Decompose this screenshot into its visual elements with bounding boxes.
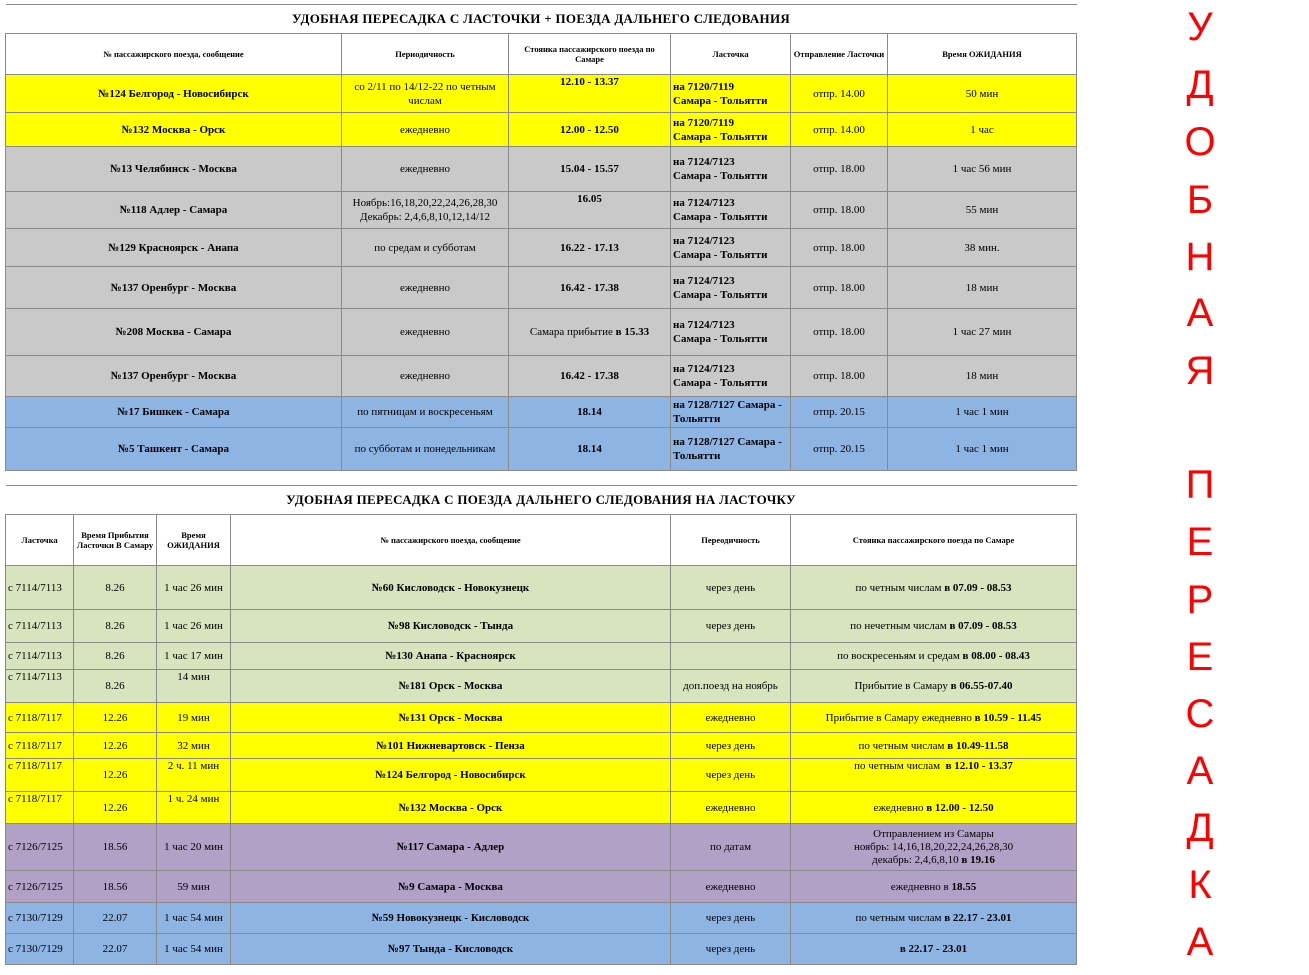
period-cell: по датам — [671, 824, 791, 871]
stop-plain: по воскресеньям и средам — [837, 650, 963, 662]
period-cell — [671, 643, 791, 670]
stop-cell — [791, 824, 1077, 871]
stop-cell: 18.14 — [509, 428, 671, 471]
train-cell: №118 Адлер - Самара — [6, 192, 342, 229]
lastochka-cell: на 7128/7127 Самара - Тольятти — [671, 397, 791, 428]
stop-plain: ежедневно — [873, 801, 927, 814]
period-cell: через день — [671, 903, 791, 934]
table-row — [6, 824, 1077, 871]
stop-cell — [791, 610, 1077, 643]
table-row — [6, 147, 1077, 192]
table-row — [6, 566, 1077, 610]
lastochka-cell: с 7118/7117 — [6, 759, 74, 792]
stop-cell — [509, 309, 671, 356]
period-cell: ежедневно — [342, 147, 509, 192]
stop-cell: 12.00 - 12.50 — [509, 113, 671, 147]
wait-cell: 1 час 56 мин — [888, 147, 1077, 192]
t1-header-period: Периодичность — [342, 34, 509, 75]
wait-cell: 1 час 26 мин — [157, 610, 231, 643]
period-cell: по средам и субботам — [342, 229, 509, 267]
train-cell: №137 Оренбург - Москва — [6, 356, 342, 397]
table-row — [6, 703, 1077, 733]
period-cell: Ноябрь:16,18,20,22,24,26,28,30 Декабрь: 2,4,6,8,10,12,14/12 — [342, 192, 509, 229]
stop-plain: по четным числам — [855, 581, 945, 594]
wait-cell: 2 ч. 11 мин — [157, 759, 231, 792]
lastochka-cell: на 7124/7123 Самара - Тольятти — [671, 147, 791, 192]
side-letter: Я — [1185, 349, 1215, 393]
arrive-cell: 8.26 — [74, 670, 157, 703]
side-letter: Д — [1186, 63, 1214, 107]
table-row — [6, 934, 1077, 965]
period-cell: через день — [671, 733, 791, 759]
stop-cell: 12.10 - 13.37 — [509, 75, 671, 113]
side-letter: Д — [1186, 806, 1214, 850]
wait-cell: 1 час 54 мин — [157, 903, 231, 934]
depart-cell: отпр. 18.00 — [791, 192, 888, 229]
arrive-cell: 8.26 — [74, 566, 157, 610]
train-cell: №132 Москва - Орск — [6, 113, 342, 147]
table-row — [6, 309, 1077, 356]
stop-bold: в 10.49-11.58 — [947, 739, 1009, 752]
train-cell: №137 Оренбург - Москва — [6, 267, 342, 309]
period-cell: через день — [671, 934, 791, 965]
stop-bold: 18.55 — [951, 880, 977, 893]
period-cell: ежедневно — [671, 871, 791, 903]
depart-cell: отпр. 14.00 — [791, 75, 888, 113]
lastochka-cell: с 7130/7129 — [6, 934, 74, 965]
stop-cell: 16.42 - 17.38 — [509, 356, 671, 397]
side-letter: П — [1185, 463, 1215, 507]
lastochka-cell: с 7114/7113 — [6, 643, 74, 670]
wait-cell: 1 час 20 мин — [157, 824, 231, 871]
table-row — [6, 871, 1077, 903]
lastochka-cell: на 7120/7119 Самара - Тольятти — [671, 75, 791, 113]
t1-header-stop: Стоянка пассажирского поезда по Самаре — [509, 34, 671, 75]
wait-cell: 18 мин — [888, 267, 1077, 309]
wait-cell: 1 час 1 мин — [888, 397, 1077, 428]
lastochka-cell: на 7124/7123 Самара - Тольятти — [671, 356, 791, 397]
wait-cell: 1 час 1 мин — [888, 428, 1077, 471]
stop-bold: в 08.00 - 08.43 — [962, 650, 1030, 662]
stop-plain: по четным числам — [855, 912, 945, 924]
table-row — [6, 397, 1077, 428]
wait-cell: 1 ч. 24 мин — [157, 792, 231, 824]
stop-plain: Прибытие в Самару ежедневно — [825, 711, 975, 724]
period-cell: доп.поезд на ноябрь — [671, 670, 791, 703]
table-row — [6, 192, 1077, 229]
t1-header-depart: Отправление Ласточки — [791, 34, 888, 75]
wait-cell: 59 мин — [157, 871, 231, 903]
depart-cell: отпр. 18.00 — [791, 147, 888, 192]
period-cell: по субботам и понедельникам — [342, 428, 509, 471]
train-cell: №98 Кисловодск - Тында — [231, 610, 671, 643]
side-letter: У — [1187, 5, 1213, 49]
train-cell: №208 Москва - Самара — [6, 309, 342, 356]
side-vertical-title — [1170, 0, 1230, 975]
table-row — [6, 610, 1077, 643]
stop-cell — [791, 703, 1077, 733]
stop-bold: в 12.10 - 13.37 — [945, 760, 1013, 772]
stop-bold: в 15.33 — [615, 326, 650, 338]
depart-cell: отпр. 18.00 — [791, 229, 888, 267]
arrive-cell: 8.26 — [74, 610, 157, 643]
train-cell: №13 Челябинск - Москва — [6, 147, 342, 192]
train-cell: №60 Кисловодск - Новокузнецк — [231, 566, 671, 610]
train-cell: №181 Орск - Москва — [231, 670, 671, 703]
stop-plain: по четным числам — [858, 739, 948, 752]
lastochka-cell: на 7124/7123 Самара - Тольятти — [671, 229, 791, 267]
table-row — [6, 356, 1077, 397]
lastochka-cell: на 7124/7123 Самара - Тольятти — [671, 309, 791, 356]
arrive-cell: 12.26 — [74, 703, 157, 733]
arrive-cell: 12.26 — [74, 733, 157, 759]
train-cell: №59 Новокузнецк - Кисловодск — [231, 903, 671, 934]
stop-bold: в 19.16 — [961, 853, 995, 866]
t1-header-train: № пассажирского поезда, сообщение — [6, 34, 342, 75]
table-row — [6, 733, 1077, 759]
train-cell: №129 Красноярск - Анапа — [6, 229, 342, 267]
lastochka-cell: на 7124/7123 Самара - Тольятти — [671, 192, 791, 229]
side-letter: Е — [1186, 520, 1214, 564]
t2-header-stop: Стоянка пассажирского поезда по Самаре — [791, 515, 1077, 566]
table2-title: УДОБНАЯ ПЕРЕСАДКА С ПОЕЗДА ДАЛЬНЕГО СЛЕДОВАНИЯ НА ЛАСТОЧКУ — [6, 486, 1077, 515]
stop-plain: ежедневно в — [890, 880, 952, 893]
lastochka-cell: на 7124/7123 Самара - Тольятти — [671, 267, 791, 309]
stop-bold: в 07.09 - 08.53 — [944, 581, 1012, 594]
wait-cell: 32 мин — [157, 733, 231, 759]
stop-cell: 16.42 - 17.38 — [509, 267, 671, 309]
table-row — [6, 428, 1077, 471]
wait-cell: 14 мин — [157, 670, 231, 703]
depart-cell: отпр. 18.00 — [791, 267, 888, 309]
stop-cell: 18.14 — [509, 397, 671, 428]
train-cell: №9 Самара - Москва — [231, 871, 671, 903]
arrive-cell: 8.26 — [74, 643, 157, 670]
wait-cell: 18 мин — [888, 356, 1077, 397]
side-letter: Р — [1186, 578, 1214, 622]
side-letter: С — [1185, 692, 1215, 736]
side-letter: А — [1186, 920, 1214, 964]
t2-header-wait: Время ОЖИДАНИЯ — [157, 515, 231, 566]
arrive-cell: 22.07 — [74, 903, 157, 934]
table-row — [6, 75, 1077, 113]
train-cell: №17 Бишкек - Самара — [6, 397, 342, 428]
lastochka-cell: с 7118/7117 — [6, 703, 74, 733]
table-lastochka-to-train — [5, 4, 1077, 471]
stop-cell — [791, 643, 1077, 670]
lastochka-cell: на 7128/7127 Самара - Тольятти — [671, 428, 791, 471]
side-letter: А — [1186, 749, 1214, 793]
lastochka-cell: с 7118/7117 — [6, 733, 74, 759]
table-row — [6, 267, 1077, 309]
period-cell: ежедневно — [342, 267, 509, 309]
stop-cell — [791, 759, 1077, 792]
train-cell: №124 Белгород - Новосибирск — [231, 759, 671, 792]
stop-cell — [791, 934, 1077, 965]
table1-title: УДОБНАЯ ПЕРЕСАДКА С ЛАСТОЧКИ + ПОЕЗДА ДАЛЬНЕГО СЛЕДОВАНИЯ — [6, 5, 1077, 34]
wait-cell: 1 час 17 мин — [157, 643, 231, 670]
wait-cell: 19 мин — [157, 703, 231, 733]
arrive-cell: 18.56 — [74, 871, 157, 903]
stop-cell — [791, 566, 1077, 610]
wait-cell: 1 час 27 мин — [888, 309, 1077, 356]
lastochka-cell: с 7130/7129 — [6, 903, 74, 934]
side-letter: Н — [1185, 235, 1215, 279]
lastochka-cell: с 7126/7125 — [6, 824, 74, 871]
arrive-cell: 18.56 — [74, 824, 157, 871]
side-letter: К — [1188, 863, 1212, 907]
period-cell: ежедневно — [342, 356, 509, 397]
lastochka-cell: с 7114/7113 — [6, 670, 74, 703]
table-train-to-lastochka — [5, 485, 1077, 965]
wait-cell: 55 мин — [888, 192, 1077, 229]
stop-bold: в 22.17 - 23.01 — [944, 912, 1012, 924]
stop-plain: Отправлением из Самары ноябрь: 14,16,18,20,22,24,26,28,30 декабрь: 2,4,6,8,10 — [853, 827, 1014, 866]
arrive-cell: 12.26 — [74, 759, 157, 792]
stop-plain: Самара прибытие — [529, 326, 613, 338]
table-row — [6, 113, 1077, 147]
stop-bold: в 22.17 - 23.01 — [899, 943, 968, 955]
depart-cell: отпр. 18.00 — [791, 356, 888, 397]
depart-cell: отпр. 20.15 — [791, 397, 888, 428]
table-row — [6, 670, 1077, 703]
stop-bold: в 10.59 - 11.45 — [974, 711, 1042, 724]
period-cell: через день — [671, 610, 791, 643]
wait-cell: 38 мин. — [888, 229, 1077, 267]
stop-cell — [791, 903, 1077, 934]
arrive-cell: 22.07 — [74, 934, 157, 965]
table-row — [6, 759, 1077, 792]
table-row — [6, 792, 1077, 824]
side-letter: Е — [1186, 635, 1214, 679]
t2-header-lastochka: Ласточка — [6, 515, 74, 566]
lastochka-cell: с 7118/7117 — [6, 792, 74, 824]
stop-bold: в 07.09 - 08.53 — [949, 620, 1017, 632]
side-letter: О — [1184, 120, 1216, 164]
stop-cell: 16.05 — [509, 192, 671, 229]
arrive-cell: 12.26 — [74, 792, 157, 824]
lastochka-cell: на 7120/7119 Самара - Тольятти — [671, 113, 791, 147]
depart-cell: отпр. 20.15 — [791, 428, 888, 471]
t2-header-train: № пассажирского поезда, сообщение — [231, 515, 671, 566]
wait-cell: 1 час — [888, 113, 1077, 147]
stop-plain: по нечетным числам — [850, 620, 950, 632]
period-cell: со 2/11 по 14/12-22 по четным числам — [342, 75, 509, 113]
stop-bold: в 06.55-07.40 — [950, 680, 1013, 692]
table-row — [6, 229, 1077, 267]
train-cell: №117 Самара - Адлер — [231, 824, 671, 871]
period-cell: через день — [671, 759, 791, 792]
lastochka-cell: с 7114/7113 — [6, 566, 74, 610]
t2-header-period: Переодичность — [671, 515, 791, 566]
t1-header-lastochka: Ласточка — [671, 34, 791, 75]
stop-bold: в 12.00 - 12.50 — [926, 801, 994, 814]
stop-cell — [791, 871, 1077, 903]
table-row — [6, 643, 1077, 670]
stop-cell — [791, 792, 1077, 824]
t1-header-wait: Время ОЖИДАНИЯ — [888, 34, 1077, 75]
stop-cell: 15.04 - 15.57 — [509, 147, 671, 192]
period-cell: ежедневно — [671, 703, 791, 733]
period-cell: через день — [671, 566, 791, 610]
side-letter: Б — [1186, 178, 1214, 222]
stop-cell: 16.22 - 17.13 — [509, 229, 671, 267]
period-cell: ежедневно — [342, 113, 509, 147]
train-cell: №5 Ташкент - Самара — [6, 428, 342, 471]
train-cell: №130 Анапа - Красноярск — [231, 643, 671, 670]
lastochka-cell: с 7126/7125 — [6, 871, 74, 903]
period-cell: ежедневно — [671, 792, 791, 824]
train-cell: №97 Тында - Кисловодск — [231, 934, 671, 965]
wait-cell: 50 мин — [888, 75, 1077, 113]
depart-cell: отпр. 14.00 — [791, 113, 888, 147]
train-cell: №101 Нижневартовск - Пенза — [231, 733, 671, 759]
table-row — [6, 903, 1077, 934]
t2-header-arrive: Время Прибытия Ласточки В Самару — [74, 515, 157, 566]
stop-cell — [791, 733, 1077, 759]
side-letter: А — [1186, 291, 1214, 335]
stop-plain: по четным числам — [854, 760, 946, 772]
lastochka-cell: с 7114/7113 — [6, 610, 74, 643]
depart-cell: отпр. 18.00 — [791, 309, 888, 356]
stop-cell — [791, 670, 1077, 703]
train-cell: №124 Белгород - Новосибирск — [6, 75, 342, 113]
train-cell: №131 Орск - Москва — [231, 703, 671, 733]
wait-cell: 1 час 26 мин — [157, 566, 231, 610]
wait-cell: 1 час 54 мин — [157, 934, 231, 965]
stop-plain: Прибытие в Самару — [854, 680, 951, 692]
period-cell: по пятницам и воскресеньям — [342, 397, 509, 428]
period-cell: ежедневно — [342, 309, 509, 356]
train-cell: №132 Москва - Орск — [231, 792, 671, 824]
